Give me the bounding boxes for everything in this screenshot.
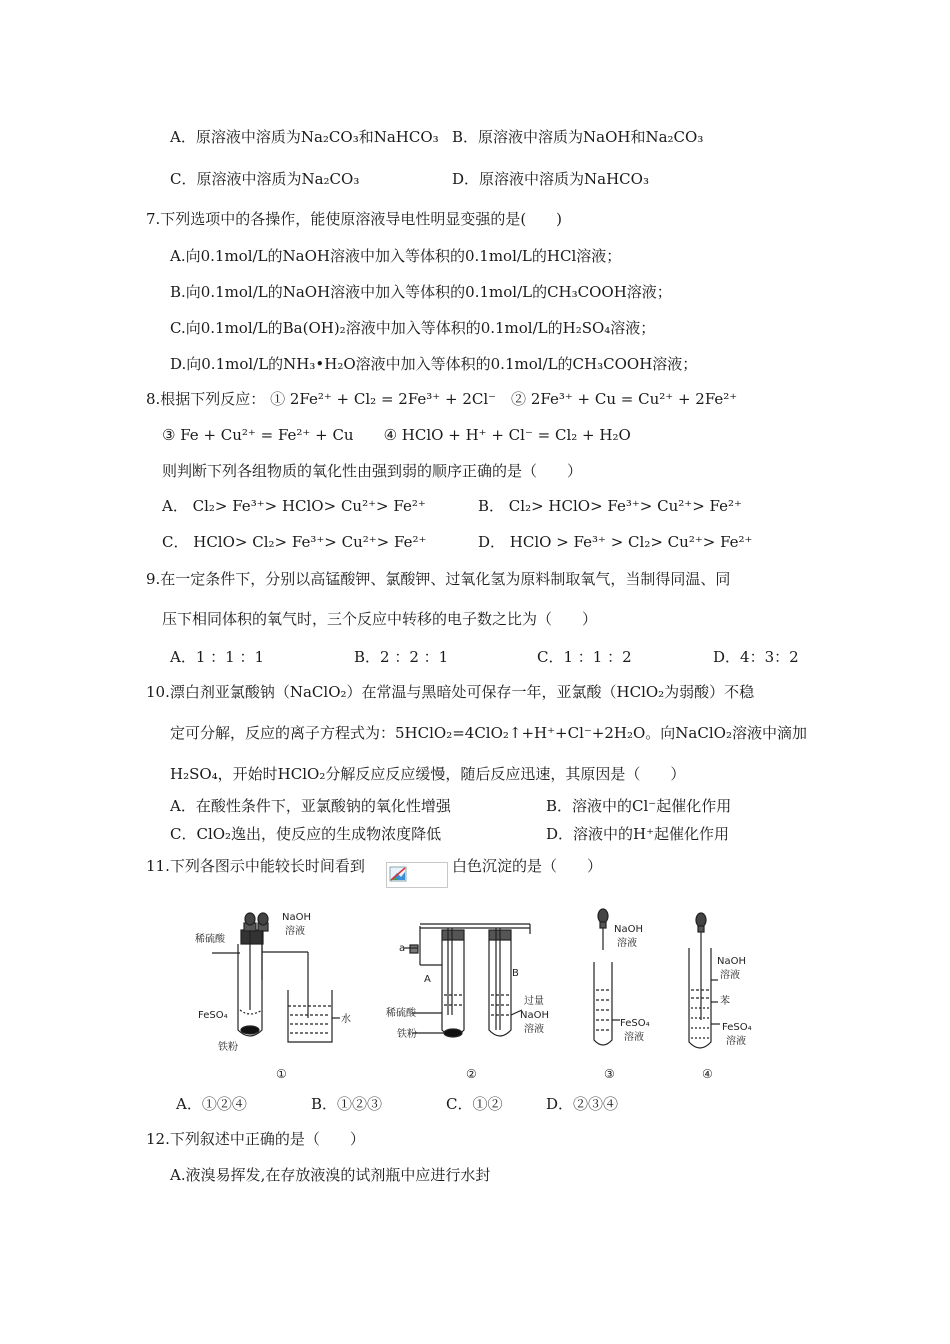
q7-option-a: A.向0.1mol/L的NaOH溶液中加入等体积的0.1mol/L的HCl溶液；: [170, 247, 622, 265]
q10-stem-line1: 10.漂白剂亚氯酸钠（NaClO₂）在常温与黑暗处可保存一年，亚氯酸（HClO₂为弱酸）不稳: [146, 683, 755, 701]
fig4-benzene-label: 苯: [720, 996, 730, 1007]
q9-option-b: B．2 ：2 ：1: [354, 648, 449, 666]
q9-option-d: D．4：3：2: [713, 648, 799, 666]
q8-option-d: D． HClO > Fe³⁺ > Cl₂> Cu²⁺> Fe²⁺: [478, 533, 753, 551]
q9-option-c: C．1 ：1 ：2: [537, 648, 632, 666]
q6-option-c: C．原溶液中溶质为Na₂CO₃: [170, 170, 360, 188]
q10-stem-line3: H₂SO₄，开始时HClO₂分解反应反应缓慢，随后反应迅速，其原因是（ ）: [170, 765, 686, 783]
fig4-solution-label: 溶液: [720, 970, 740, 981]
fig1-feso4-label: FeSO₄: [198, 1010, 228, 1021]
fig4-feso4-solution-label: 溶液: [726, 1036, 746, 1047]
fig4-feso4-label: FeSO₄: [722, 1022, 752, 1033]
fig1-acid-label: 稀硫酸: [195, 934, 225, 945]
fig3-number: ③: [604, 1067, 615, 1081]
q11-stem-pre: 11.下列各图示中能较长时间看到: [146, 857, 365, 875]
q9-option-a: A．1 ：1 ：1: [170, 648, 264, 666]
fig2-naoh-label: NaOH: [520, 1010, 549, 1021]
fig2-excess-label: 过量: [524, 996, 544, 1007]
q7-stem: 7.下列选项中的各操作，能使原溶液导电性明显变强的是( ): [146, 210, 563, 228]
q9-stem-line2: 压下相同体积的氧气时，三个反应中转移的电子数之比为（ ）: [162, 610, 598, 628]
q9-stem-line1: 9.在一定条件下，分别以高锰酸钾、氯酸钾、过氧化氢为原料制取氧气，当制得同温、同: [146, 570, 731, 588]
fig4-number: ④: [702, 1067, 713, 1081]
q8-stem: 8.根据下列反应： ① 2Fe²⁺ + Cl₂ = 2Fe³⁺ + 2Cl⁻ ② 2Fe³⁺ + Cu = Cu²⁺ + 2Fe²⁺: [146, 390, 738, 408]
q8-option-c: C． HClO> Cl₂> Fe³⁺> Cu²⁺> Fe²⁺: [162, 533, 427, 551]
fig2-acid-label: 稀硫酸: [386, 1008, 416, 1019]
q11-stem-post: 白色沉淀的是（ ）: [452, 857, 603, 875]
fig2-iron-label: 铁粉: [397, 1029, 417, 1040]
fig3-feso4-label: FeSO₄: [620, 1018, 650, 1029]
q7-option-d: D.向0.1mol/L的NH₃•H₂O溶液中加入等体积的0.1mol/L的CH₃COOH溶液；: [170, 355, 698, 373]
q6-option-b: B．原溶液中溶质为NaOH和Na₂CO₃: [452, 128, 704, 146]
apparatus-figure-2: [404, 924, 530, 1037]
q12-stem: 12.下列叙述中正确的是（ ）: [146, 1130, 365, 1148]
q8-option-b: B． Cl₂> HClO> Fe³⁺> Cu²⁺> Fe²⁺: [478, 497, 742, 515]
apparatus-figure-4: [689, 913, 720, 1048]
fig3-solution-label: 溶液: [617, 938, 637, 949]
q11-option-b: B．①②③: [311, 1095, 383, 1113]
q11-option-d: D．②③④: [546, 1095, 619, 1113]
fig1-solution-label: 溶液: [285, 926, 305, 937]
fig3-feso4-solution-label: 溶液: [624, 1032, 644, 1043]
apparatus-figure-1: [212, 913, 340, 1042]
q11-option-a: A．①②④: [176, 1095, 247, 1113]
q8-question: 则判断下列各组物质的氧化性由强到弱的顺序正确的是（ ）: [162, 462, 583, 480]
q8-reactions: ③ Fe + Cu²⁺ = Fe²⁺ + Cu ④ HClO + H⁺ + Cl⁻ = Cl₂ + H₂O: [162, 426, 631, 444]
apparatus-figures: [0, 890, 950, 1110]
q8-option-a: A． Cl₂> Fe³⁺> HClO> Cu²⁺> Fe²⁺: [162, 497, 426, 515]
fig4-naoh-label: NaOH: [717, 956, 746, 967]
fig2-valve-label: a: [399, 943, 406, 954]
fig1-iron-label: 铁粉: [218, 1042, 238, 1053]
fig2-number: ②: [466, 1067, 477, 1081]
q7-option-c: C.向0.1mol/L的Ba(OH)₂溶液中加入等体积的0.1mol/L的H₂SO₄溶液；: [170, 319, 656, 337]
fig2-tube-b-label: B: [512, 968, 519, 979]
fig1-number: ①: [276, 1067, 287, 1081]
q6-option-a: A．原溶液中溶质为Na₂CO₃和NaHCO₃: [170, 128, 439, 146]
fig2-solution-label: 溶液: [524, 1024, 544, 1035]
broken-image-icon: [389, 866, 409, 884]
q10-option-d: D．溶液中的H⁺起催化作用: [546, 825, 730, 843]
q6-option-d: D．原溶液中溶质为NaHCO₃: [452, 170, 649, 188]
q10-option-c: C．ClO₂逸出，使反应的生成物浓度降低: [170, 825, 442, 843]
q7-option-b: B.向0.1mol/L的NaOH溶液中加入等体积的0.1mol/L的CH₃COOH溶液；: [170, 283, 672, 301]
fig1-water-label: 水: [341, 1014, 351, 1025]
q12-option-a: A.液溴易挥发,在存放液溴的试剂瓶中应进行水封: [170, 1166, 491, 1184]
q10-option-b: B．溶液中的Cl⁻起催化作用: [546, 797, 732, 815]
fig1-naoh-label: NaOH: [282, 912, 311, 923]
q10-stem-line2: 定可分解，反应的离子方程式为：5HClO₂=4ClO₂↑+H⁺+Cl⁻+2H₂O。向NaClO₂溶液中滴加: [170, 724, 807, 742]
fig3-naoh-label: NaOH: [614, 924, 643, 935]
broken-image-placeholder: [386, 862, 448, 888]
fig2-tube-a-label: A: [424, 974, 431, 985]
q11-option-c: C．①②: [446, 1095, 503, 1113]
q10-option-a: A．在酸性条件下，亚氯酸钠的氧化性增强: [170, 797, 451, 815]
